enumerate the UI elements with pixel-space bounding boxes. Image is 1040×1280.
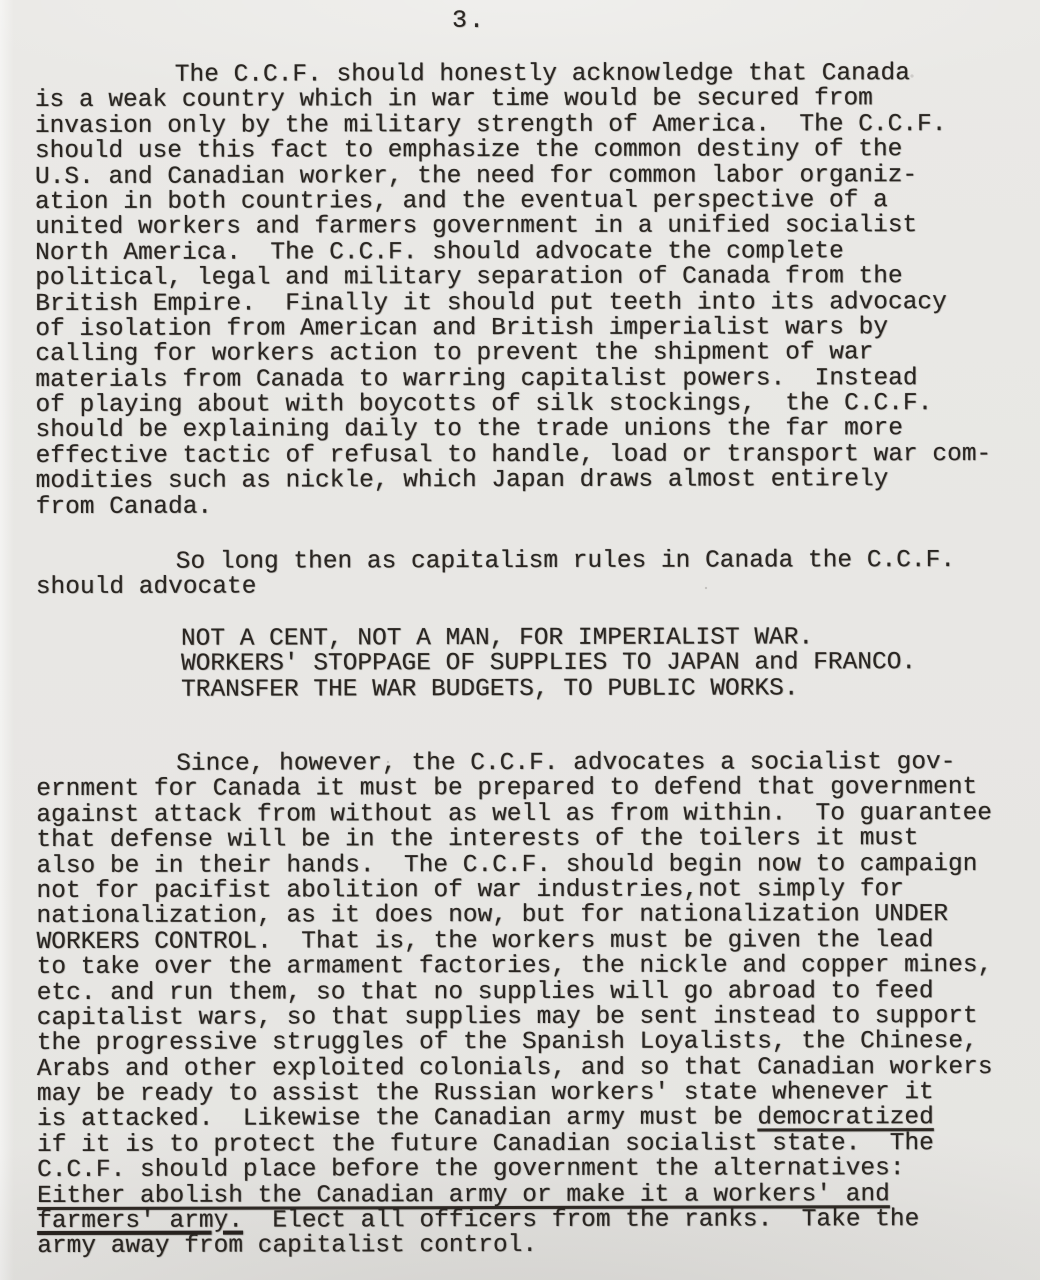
text-line: the progressive struggles of the Spanish Loyalists, the Chinese, <box>36 1028 978 1058</box>
text-line: should be explaining daily to the trade unions the far more <box>35 415 903 445</box>
slogan-line: NOT A CENT, NOT A MAN, FOR IMPERIALIST WAR. <box>180 624 814 653</box>
text-line <box>37 1105 1027 1132</box>
text-line: nationalization, as it does now, but for nationalization UNDER <box>36 901 949 931</box>
text-line: also be in their hands. The C.C.F. should begin now to campaign <box>36 850 978 880</box>
text-line <box>37 1207 1027 1234</box>
text-line: is a weak country which in war time would be secured from <box>34 85 873 115</box>
paragraph-1 <box>35 61 1026 520</box>
text-line: from Canada. <box>35 493 213 521</box>
text-line: ation in both countries, and the eventual perspective of a <box>35 187 888 216</box>
text-line: materials from Canada to warring capitalist powers. Instead <box>35 364 918 394</box>
text-line: So long then as capitalism rules in Canada the C.C.F. <box>175 547 956 576</box>
text-line: army away from capitalist control. <box>37 1232 538 1261</box>
text-line: should use this fact to emphasize the common destiny of the <box>34 136 903 166</box>
text-line: invasion only by the military strength of America. The C.C.F. <box>34 110 947 140</box>
text-line: North America. The C.C.F. should advocate the complete <box>35 238 844 267</box>
text-line: united workers and farmers government in a unified socialist <box>35 212 918 242</box>
paragraph-3 <box>36 750 1027 1260</box>
text-line: WORKERS CONTROL. That is, the workers must be given the lead <box>36 926 934 956</box>
page-number: 3. <box>452 6 487 35</box>
text-line: political, legal and military separation of Canada from the <box>35 263 903 293</box>
text-line: U.S. and Canadian worker, the need for common labor organiz- <box>34 161 918 191</box>
text-line: ernment for Canada it must be prepared to defend that government <box>36 774 978 804</box>
document-body <box>35 61 1028 1260</box>
text-line: that defense will be in the interests of the toilers it must <box>36 825 919 855</box>
slogan-block <box>36 625 1026 703</box>
underlined-phrase-democratized: democratized <box>757 1104 934 1132</box>
slogan-line: WORKERS' STOPPAGE OF SUPPLIES TO JAPAN and FRANCO. <box>180 649 917 678</box>
text-line: capitalist wars, so that supplies may be sent instead to support <box>36 1002 978 1032</box>
text-line: calling for workers action to prevent the shipment of war <box>35 339 874 369</box>
text-line: effective tactic of refusal to handle, load or transport war com- <box>35 440 992 470</box>
text-line: of isolation from American and British imperialist wars by <box>35 314 889 343</box>
text-segment: is attacked. Likewise the Canadian army must be <box>36 1104 758 1134</box>
text-line: Since, however, the C.C.F. advocates a socialist gov- <box>176 749 956 778</box>
text-segment: Elect all officers from the ranks. Take the <box>242 1206 920 1235</box>
text-line: The C.C.F. should honestly acknowledge that Canada <box>174 60 910 89</box>
text-line: of playing about with boycotts of silk stockings, the C.C.F. <box>35 390 933 420</box>
text-line: modities such as nickle, which Japan draws almost entirely <box>35 466 889 496</box>
text-line <box>37 1182 1027 1209</box>
text-line: etc. and run them, so that no supplies will go abroad to feed <box>36 977 934 1007</box>
text-line: should advocate <box>35 573 257 602</box>
text-line: against attack from without as well as from within. To guarantee <box>36 799 993 829</box>
slogan-line: TRANSFER THE WAR BUDGETS, TO PUBLIC WORKS. <box>181 675 799 704</box>
text-line: if it is to protect the future Canadian socialist state. The <box>36 1130 934 1159</box>
underlined-phrase-either-abolish: Either abolish the Canadian army or make it a workers' and <box>37 1180 890 1210</box>
text-line: Arabs and other exploited colonials, and so that Canadian workers <box>36 1053 993 1083</box>
text-line: British Empire. Finally it should put teeth into its advocacy <box>35 288 947 318</box>
text-line: not for pacifist abolition of war industries,not simply for <box>36 876 904 905</box>
text-line: C.C.F. should place before the government the alternatives: <box>37 1155 905 1185</box>
text-line: may be ready to assist the Russian workers' state whenever it <box>36 1079 934 1109</box>
underlined-phrase-farmers-army: farmers' army. <box>37 1207 244 1236</box>
paragraph-2 <box>36 548 1026 601</box>
text-line: to take over the armament factories, the nickle and copper mines, <box>36 952 993 982</box>
